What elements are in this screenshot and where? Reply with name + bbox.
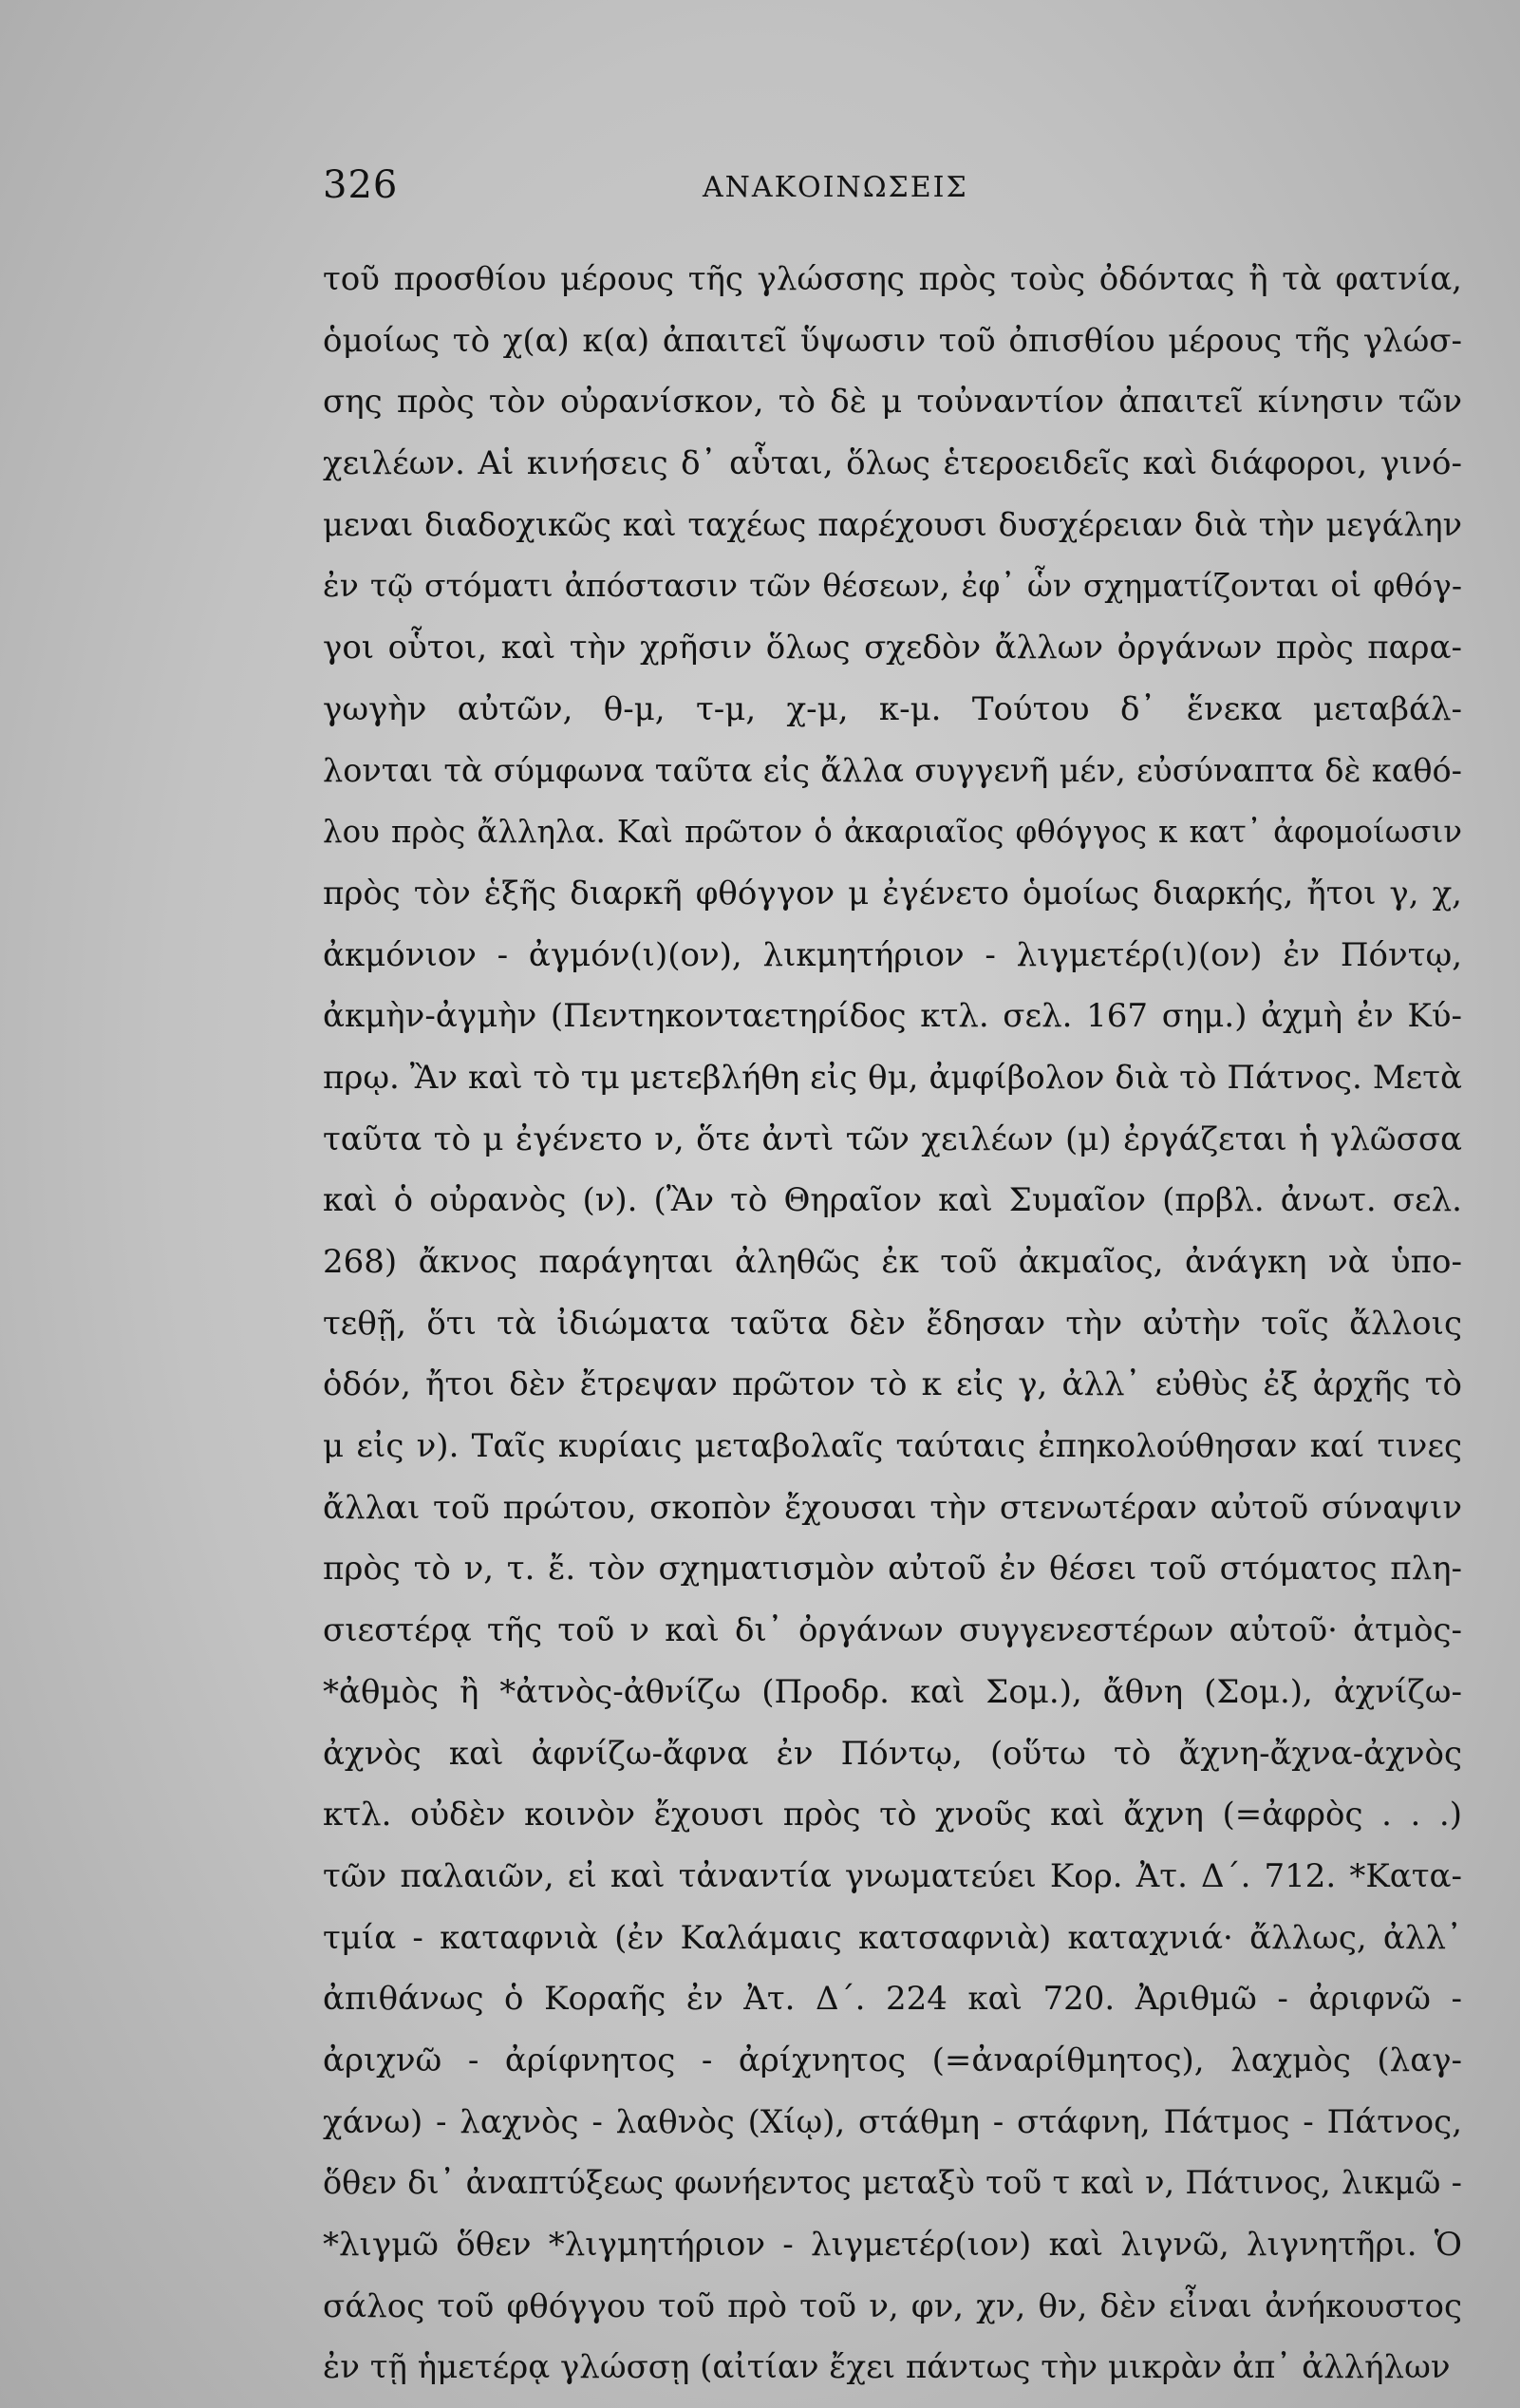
text-line: ὅθεν δι᾽ ἀναπτύξεως φωνήεντος μεταξὺ τοῦ τ καὶ ν, Πάτινος, λικμῶ - bbox=[323, 2164, 1462, 2202]
text-line: τοῦ προσθίου μέρους τῆς γλώσσης πρὸς τοὺς ὀδόντας ἢ τὰ φατνία, bbox=[323, 260, 1462, 298]
page-header bbox=[323, 163, 1491, 220]
text-line: σάλος τοῦ φθόγγου τοῦ πρὸ τοῦ ν, φν, χν, θν, δὲν εἶναι ἀνήκουστος bbox=[323, 2286, 1462, 2325]
text-line: κτλ. οὐδὲν κοινὸν ἔχουσι πρὸς τὸ χνοῦς καὶ ἄχνη (=ἀφρὸς . . .) bbox=[323, 1796, 1462, 1834]
text-line: καὶ ὁ οὐρανὸς (ν). (Ἂν τὸ Θηραῖον καὶ Συμαῖον (πρβλ. ἀνωτ. σελ. bbox=[323, 1181, 1462, 1220]
text-line: ταῦτα τὸ μ ἐγένετο ν, ὅτε ἀντὶ τῶν χειλέων (μ) ἐργάζεται ἡ γλῶσσα bbox=[323, 1119, 1462, 1158]
text-line: ἐν τῷ στόματι ἀπόστασιν τῶν θέσεων, ἐφ᾽ ὧν σχηματίζονται οἱ φθόγ- bbox=[323, 567, 1462, 605]
text-line: λου πρὸς ἄλληλα. Καὶ πρῶτον ὁ ἀκαριαῖος φθόγγος κ κατ᾽ ἀφομοίωσιν bbox=[323, 814, 1462, 851]
text-line: ὁδόν, ἤτοι δὲν ἔτρεψαν πρῶτον τὸ κ εἰς γ, ἀλλ᾽ εὐθὺς ἐξ ἀρχῆς τὸ bbox=[323, 1365, 1462, 1404]
text-line: σιεστέρᾳ τῆς τοῦ ν καὶ δι᾽ ὀργάνων συγγενεστέρων αὐτοῦ· ἀτμὸς- bbox=[323, 1611, 1462, 1650]
text-line: μεναι διαδοχικῶς καὶ ταχέως παρέχουσι δυσχέρειαν διὰ τὴν μεγάλην bbox=[323, 505, 1462, 543]
text-line: ὁμοίως τὸ χ(α) κ(α) ἀπαιτεῖ ὕψωσιν τοῦ ὀπισθίου μέρους τῆς γλώσ- bbox=[323, 321, 1462, 360]
text-line: χάνω) - λαχνὸς - λαθνὸς (Χίῳ), στάθμη - στάφνη, Πάτμος - Πάτνος, bbox=[323, 2102, 1462, 2141]
text-line: σης πρὸς τὸν οὐρανίσκον, τὸ δὲ μ τοὐναντίον ἀπαιτεῖ κίνησιν τῶν bbox=[323, 383, 1462, 422]
text-line: *λιγμῶ ὅθεν *λιγμητήριον - λιγμετέρ(ιον) καὶ λιγνῶ, λιγνητῆρι. Ὁ bbox=[323, 2226, 1462, 2264]
text-line: ἀπιθάνως ὁ Κοραῆς ἐν Ἀτ. Δ΄. 224 καὶ 720. Ἀριθμῶ - ἀριφνῶ - bbox=[323, 1980, 1462, 2019]
text-line: *ἀθμὸς ἢ *ἀτνὸς-ἀθνίζω (Προδρ. καὶ Σομ.), ἄθνη (Σομ.), ἀχνίζω- bbox=[323, 1672, 1462, 1711]
text-line: πρὸς τὸν ἑξῆς διαρκῆ φθόγγον μ ἐγένετο ὁμοίως διαρκής, ἤτοι γ, χ, bbox=[323, 874, 1462, 912]
text-line: τῶν παλαιῶν, εἰ καὶ τἀναντία γνωματεύει Κορ. Ἀτ. Δ΄. 712. *Κατα- bbox=[323, 1856, 1462, 1895]
text-line: πρὸς τὸ ν, τ. ἔ. τὸν σχηματισμὸν αὐτοῦ ἐν θέσει τοῦ στόματος πλη- bbox=[323, 1550, 1462, 1589]
text-line: ἀκμόνιον - ἀγμόν(ι)(ον), λικμητήριον - λιγμετέρ(ι)(ον) ἐν Πόντῳ, bbox=[323, 935, 1462, 974]
text-line: χειλέων. Αἱ κινήσεις δ᾽ αὗται, ὅλως ἑτεροειδεῖς καὶ διάφοροι, γινό- bbox=[323, 444, 1462, 483]
running-head: ΑΝΑΚΟΙΝΩΣΕΙΣ bbox=[703, 171, 968, 204]
text-line: 268) ἄκνος παράγηται ἀληθῶς ἐκ τοῦ ἀκμαῖος, ἀνάγκη νὰ ὑπο- bbox=[323, 1243, 1462, 1281]
page-number: 326 bbox=[323, 163, 399, 207]
text-line: πρῳ. Ἂν καὶ τὸ τμ μετεβλήθη εἰς θμ, ἀμφίβολον διὰ τὸ Πάτνος. Μετὰ bbox=[323, 1058, 1462, 1097]
text-line: ἀχνὸς καὶ ἀφνίζω-ἄφνα ἐν Πόντῳ, (οὕτω τὸ ἄχνη-ἄχνα-ἀχνὸς bbox=[323, 1734, 1462, 1773]
text-line: ἄλλαι τοῦ πρώτου, σκοπὸν ἔχουσαι τὴν στενωτέραν αὐτοῦ σύναψιν bbox=[323, 1488, 1462, 1527]
text-line: μ εἰς ν). Ταῖς κυρίαις μεταβολαῖς ταύταις ἐπηκολούθησαν καί τινες bbox=[323, 1427, 1462, 1466]
text-line: ἀριχνῶ - ἀρίφνητος - ἀρίχνητος (=ἀναρίθμητος), λαχμὸς (λαγ- bbox=[323, 2041, 1462, 2079]
text-line: ἐν τῇ ἡμετέρᾳ γλώσσῃ (αἰτίαν ἔχει πάντως τὴν μικρὰν ἀπ᾽ ἀλλήλων bbox=[323, 2348, 1451, 2387]
text-line: ἀκμὴν-ἀγμὴν (Πεντηκονταετηρίδος κτλ. σελ. 167 σημ.) ἀχμὴ ἐν Κύ- bbox=[323, 997, 1462, 1036]
text-line: γωγὴν αὐτῶν, θ-μ, τ-μ, χ-μ, κ-μ. Τούτου δ᾽ ἕνεκα μεταβάλ- bbox=[323, 689, 1462, 728]
text-line: τεθῇ, ὅτι τὰ ἰδιώματα ταῦτα δὲν ἔδησαν τὴν αὐτὴν τοῖς ἄλλοις bbox=[323, 1304, 1462, 1343]
text-line: τμία - καταφνιὰ (ἐν Καλάμαις κατσαφνιὰ) καταχνιά· ἄλλως, ἀλλ᾽ bbox=[323, 1918, 1462, 1957]
body-text bbox=[323, 249, 1462, 2399]
text-line: λονται τὰ σύμφωνα ταῦτα εἰς ἄλλα συγγενῆ μέν, εὐσύναπτα δὲ καθό- bbox=[323, 751, 1462, 789]
text-line: γοι οὗτοι, καὶ τὴν χρῆσιν ὅλως σχεδὸν ἄλλων ὀργάνων πρὸς παρα- bbox=[323, 629, 1462, 668]
